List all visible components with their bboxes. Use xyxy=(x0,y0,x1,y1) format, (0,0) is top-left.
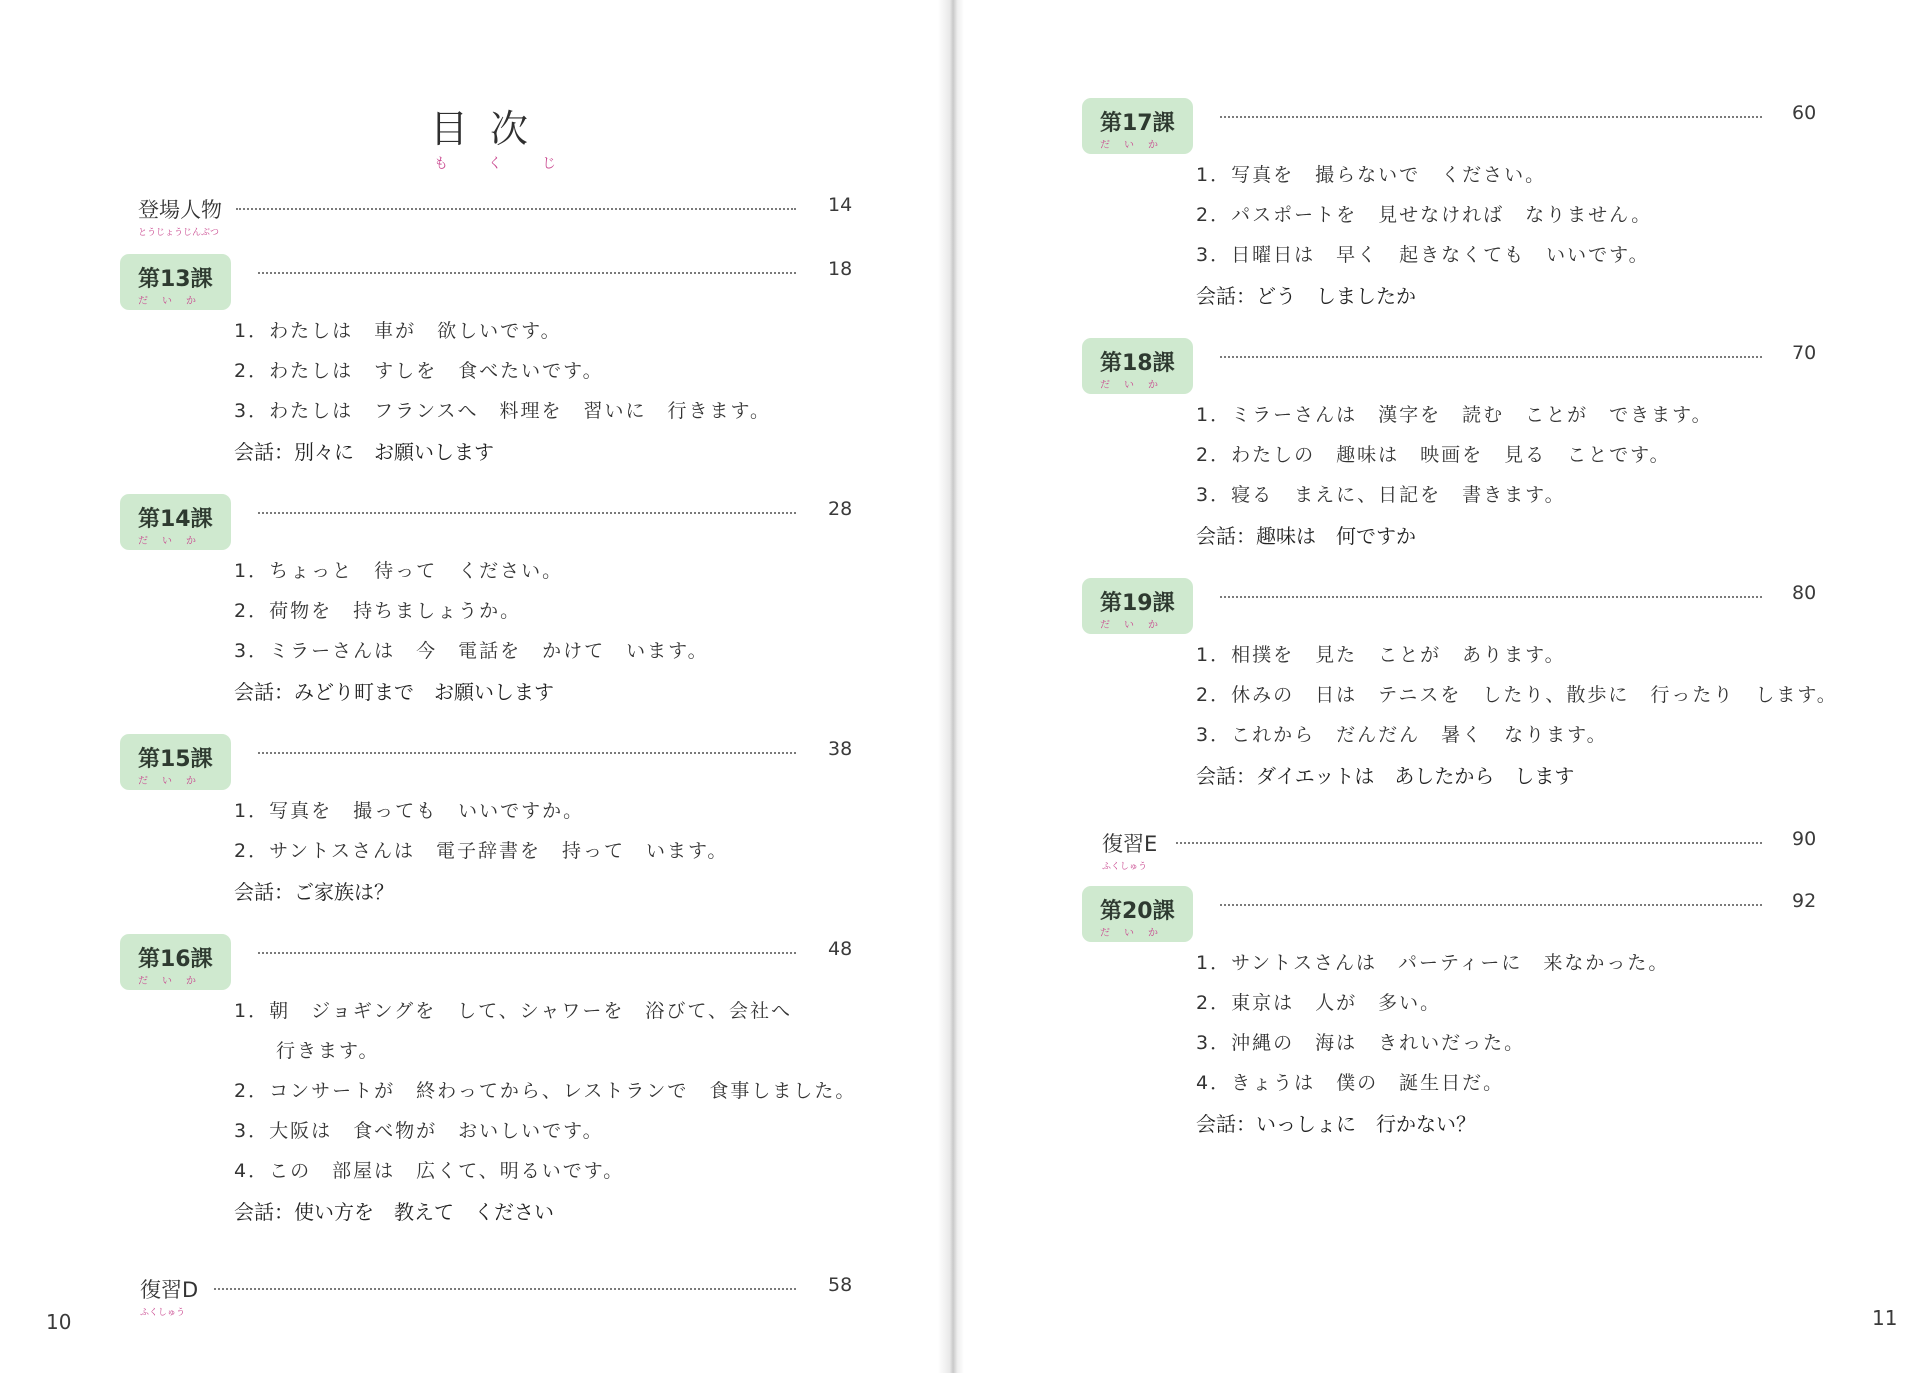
dot-leader xyxy=(1220,904,1762,906)
list-item[interactable]: 1．サントスさんは パーティーに 来なかった。 xyxy=(1196,952,1670,974)
toc-entry-review-d[interactable] xyxy=(140,1270,860,1326)
page-number: 70 xyxy=(1792,342,1817,364)
lesson-items xyxy=(234,796,858,916)
list-item[interactable]: 1．ちょっと 待って ください。 xyxy=(234,560,564,582)
lesson-furigana: だいか xyxy=(1100,140,1172,151)
title-text: 目次 xyxy=(430,107,551,151)
lesson-items xyxy=(1196,400,1822,560)
conversation-item[interactable]: 会話：みどり町まで お願いします xyxy=(234,680,554,704)
dot-leader xyxy=(214,1288,796,1290)
list-item[interactable]: 1．相撲を 見た ことが あります。 xyxy=(1196,644,1566,666)
lesson-label: 第19課 xyxy=(1100,591,1175,616)
dot-leader xyxy=(1176,842,1762,844)
list-item[interactable]: 2．東京は 人が 多い。 xyxy=(1196,992,1442,1014)
dot-leader xyxy=(258,952,796,954)
page-title xyxy=(430,98,596,173)
dot-leader xyxy=(1220,116,1762,118)
page-number: 58 xyxy=(828,1274,853,1296)
lesson-items xyxy=(234,556,858,716)
lesson-badge xyxy=(1082,886,1193,942)
list-item[interactable]: 2．わたしの 趣味は 映画を 見る ことです。 xyxy=(1196,444,1671,466)
list-item[interactable]: 3．ミラーさんは 今 電話を かけて います。 xyxy=(234,640,709,662)
page-number-left: 10 xyxy=(46,1310,72,1334)
list-item[interactable]: 1．ミラーさんは 漢字を 読む ことが できます。 xyxy=(1196,404,1713,426)
conversation-item[interactable]: 会話：どう しましたか xyxy=(1196,284,1416,308)
lesson-label: 第15課 xyxy=(138,747,213,772)
list-item[interactable]: 3．大阪は 食べ物が おいしいです。 xyxy=(234,1120,604,1142)
conversation-item[interactable]: 会話：ご家族は？ xyxy=(234,880,394,904)
lesson-items xyxy=(1196,948,1822,1148)
lesson-label: 第16課 xyxy=(138,947,213,972)
page-number: 92 xyxy=(1792,890,1817,912)
conversation-item[interactable]: 会話：別々に お願いします xyxy=(234,440,494,464)
lesson-badge xyxy=(1082,98,1193,154)
lesson-label: 第17課 xyxy=(1100,111,1175,136)
lesson-furigana: だいか xyxy=(1100,928,1172,939)
entry-furigana: ふくしゅう xyxy=(1102,862,1148,872)
lesson-badge xyxy=(1082,578,1193,634)
toc-entry-lesson-13[interactable] xyxy=(120,254,858,476)
entry-label: 登場人物 xyxy=(138,198,222,222)
toc-entry-lesson-15[interactable] xyxy=(120,734,858,916)
lesson-items xyxy=(1196,160,1822,320)
page-number: 90 xyxy=(1792,828,1817,850)
dot-leader xyxy=(258,272,796,274)
list-item[interactable]: 1．写真を 撮らないで ください。 xyxy=(1196,164,1547,186)
lesson-furigana: だいか xyxy=(138,776,210,787)
list-item[interactable]: 2．休みの 日は テニスを したり、散歩に 行ったり します。 xyxy=(1196,684,1838,706)
lesson-label: 第20課 xyxy=(1100,899,1175,924)
page-number: 14 xyxy=(828,194,853,216)
list-item[interactable]: 4．きょうは 僕の 誕生日だ。 xyxy=(1196,1072,1505,1094)
list-item[interactable]: 2．パスポートを 見せなければ なりません。 xyxy=(1196,204,1653,226)
list-item[interactable]: 3．日曜日は 早く 起きなくても いいです。 xyxy=(1196,244,1650,266)
lesson-furigana: だいか xyxy=(138,536,210,547)
page-number: 28 xyxy=(828,498,853,520)
page-number: 18 xyxy=(828,258,853,280)
list-item[interactable]: 2．サントスさんは 電子辞書を 持って います。 xyxy=(234,840,729,862)
lesson-furigana: だいか xyxy=(138,976,210,987)
toc-entry-lesson-14[interactable] xyxy=(120,494,858,716)
list-item[interactable]: 3．わたしは フランスへ 料理を 習いに 行きます。 xyxy=(234,400,771,422)
lesson-label: 第13課 xyxy=(138,267,213,292)
page-number-right: 11 xyxy=(1872,1306,1898,1330)
list-item[interactable]: 3．これから だんだん 暑く なります。 xyxy=(1196,724,1608,746)
toc-entry-lesson-16[interactable] xyxy=(120,934,858,1236)
entry-label: 復習E xyxy=(1102,832,1158,856)
lesson-label: 第18課 xyxy=(1100,351,1175,376)
toc-entry-lesson-17[interactable] xyxy=(1082,98,1822,320)
lesson-items xyxy=(1196,640,1838,800)
dot-leader xyxy=(236,208,796,210)
conversation-item[interactable]: 会話：ダイエットは あしたから します xyxy=(1196,764,1575,788)
toc-entry-lesson-18[interactable] xyxy=(1082,338,1822,560)
list-item[interactable]: 行きます。 xyxy=(234,1040,380,1062)
lesson-badge xyxy=(120,254,231,310)
dot-leader xyxy=(1220,596,1762,598)
title-furigana: もくじ xyxy=(434,156,596,172)
entry-furigana: ふくしゅう xyxy=(140,1308,186,1318)
entry-label: 復習D xyxy=(140,1278,199,1302)
list-item[interactable]: 1．朝 ジョギングを して、シャワーを 浴びて、会社へ xyxy=(234,1000,792,1022)
toc-entry-review-e[interactable] xyxy=(1102,824,1822,880)
list-item[interactable]: 1．わたしは 車が 欲しいです。 xyxy=(234,320,562,342)
lesson-badge xyxy=(120,734,231,790)
lesson-items xyxy=(234,316,858,476)
lesson-label: 第14課 xyxy=(138,507,213,532)
conversation-item[interactable]: 会話：使い方を 教えて ください xyxy=(234,1200,554,1224)
lesson-furigana: だいか xyxy=(1100,380,1172,391)
lesson-badge xyxy=(120,494,231,550)
toc-entry-lesson-20[interactable] xyxy=(1082,886,1822,1148)
toc-entry-lesson-19[interactable] xyxy=(1082,578,1838,800)
dot-leader xyxy=(1220,356,1762,358)
lesson-badge xyxy=(120,934,231,990)
list-item[interactable]: 2．コンサートが 終わってから、レストランで 食事しました。 xyxy=(234,1080,857,1102)
lesson-furigana: だいか xyxy=(1100,620,1172,631)
conversation-item[interactable]: 会話：趣味は 何ですか xyxy=(1196,524,1416,548)
list-item[interactable]: 2．わたしは すしを 食べたいです。 xyxy=(234,360,604,382)
page-number: 80 xyxy=(1792,582,1817,604)
book-gutter xyxy=(938,0,964,1373)
list-item[interactable]: 2．荷物を 持ちましょうか。 xyxy=(234,600,522,622)
dot-leader xyxy=(258,512,796,514)
list-item[interactable]: 3．沖縄の 海は きれいだった。 xyxy=(1196,1032,1526,1054)
page-number: 48 xyxy=(828,938,853,960)
page-number: 60 xyxy=(1792,102,1817,124)
list-item[interactable]: 4．この 部屋は 広くて、明るいです。 xyxy=(234,1160,625,1182)
lesson-furigana: だいか xyxy=(138,296,210,307)
lesson-items xyxy=(234,996,858,1236)
dot-leader xyxy=(258,752,796,754)
entry-furigana: とうじょうじんぶつ xyxy=(138,228,220,238)
lesson-badge xyxy=(1082,338,1193,394)
page-number: 38 xyxy=(828,738,853,760)
conversation-item[interactable]: 会話：いっしょに 行かない？ xyxy=(1196,1112,1476,1136)
list-item[interactable]: 1．写真を 撮っても いいですか。 xyxy=(234,800,585,822)
list-item[interactable]: 3．寝る まえに、日記を 書きます。 xyxy=(1196,484,1566,506)
toc-entry-characters[interactable] xyxy=(138,190,858,246)
